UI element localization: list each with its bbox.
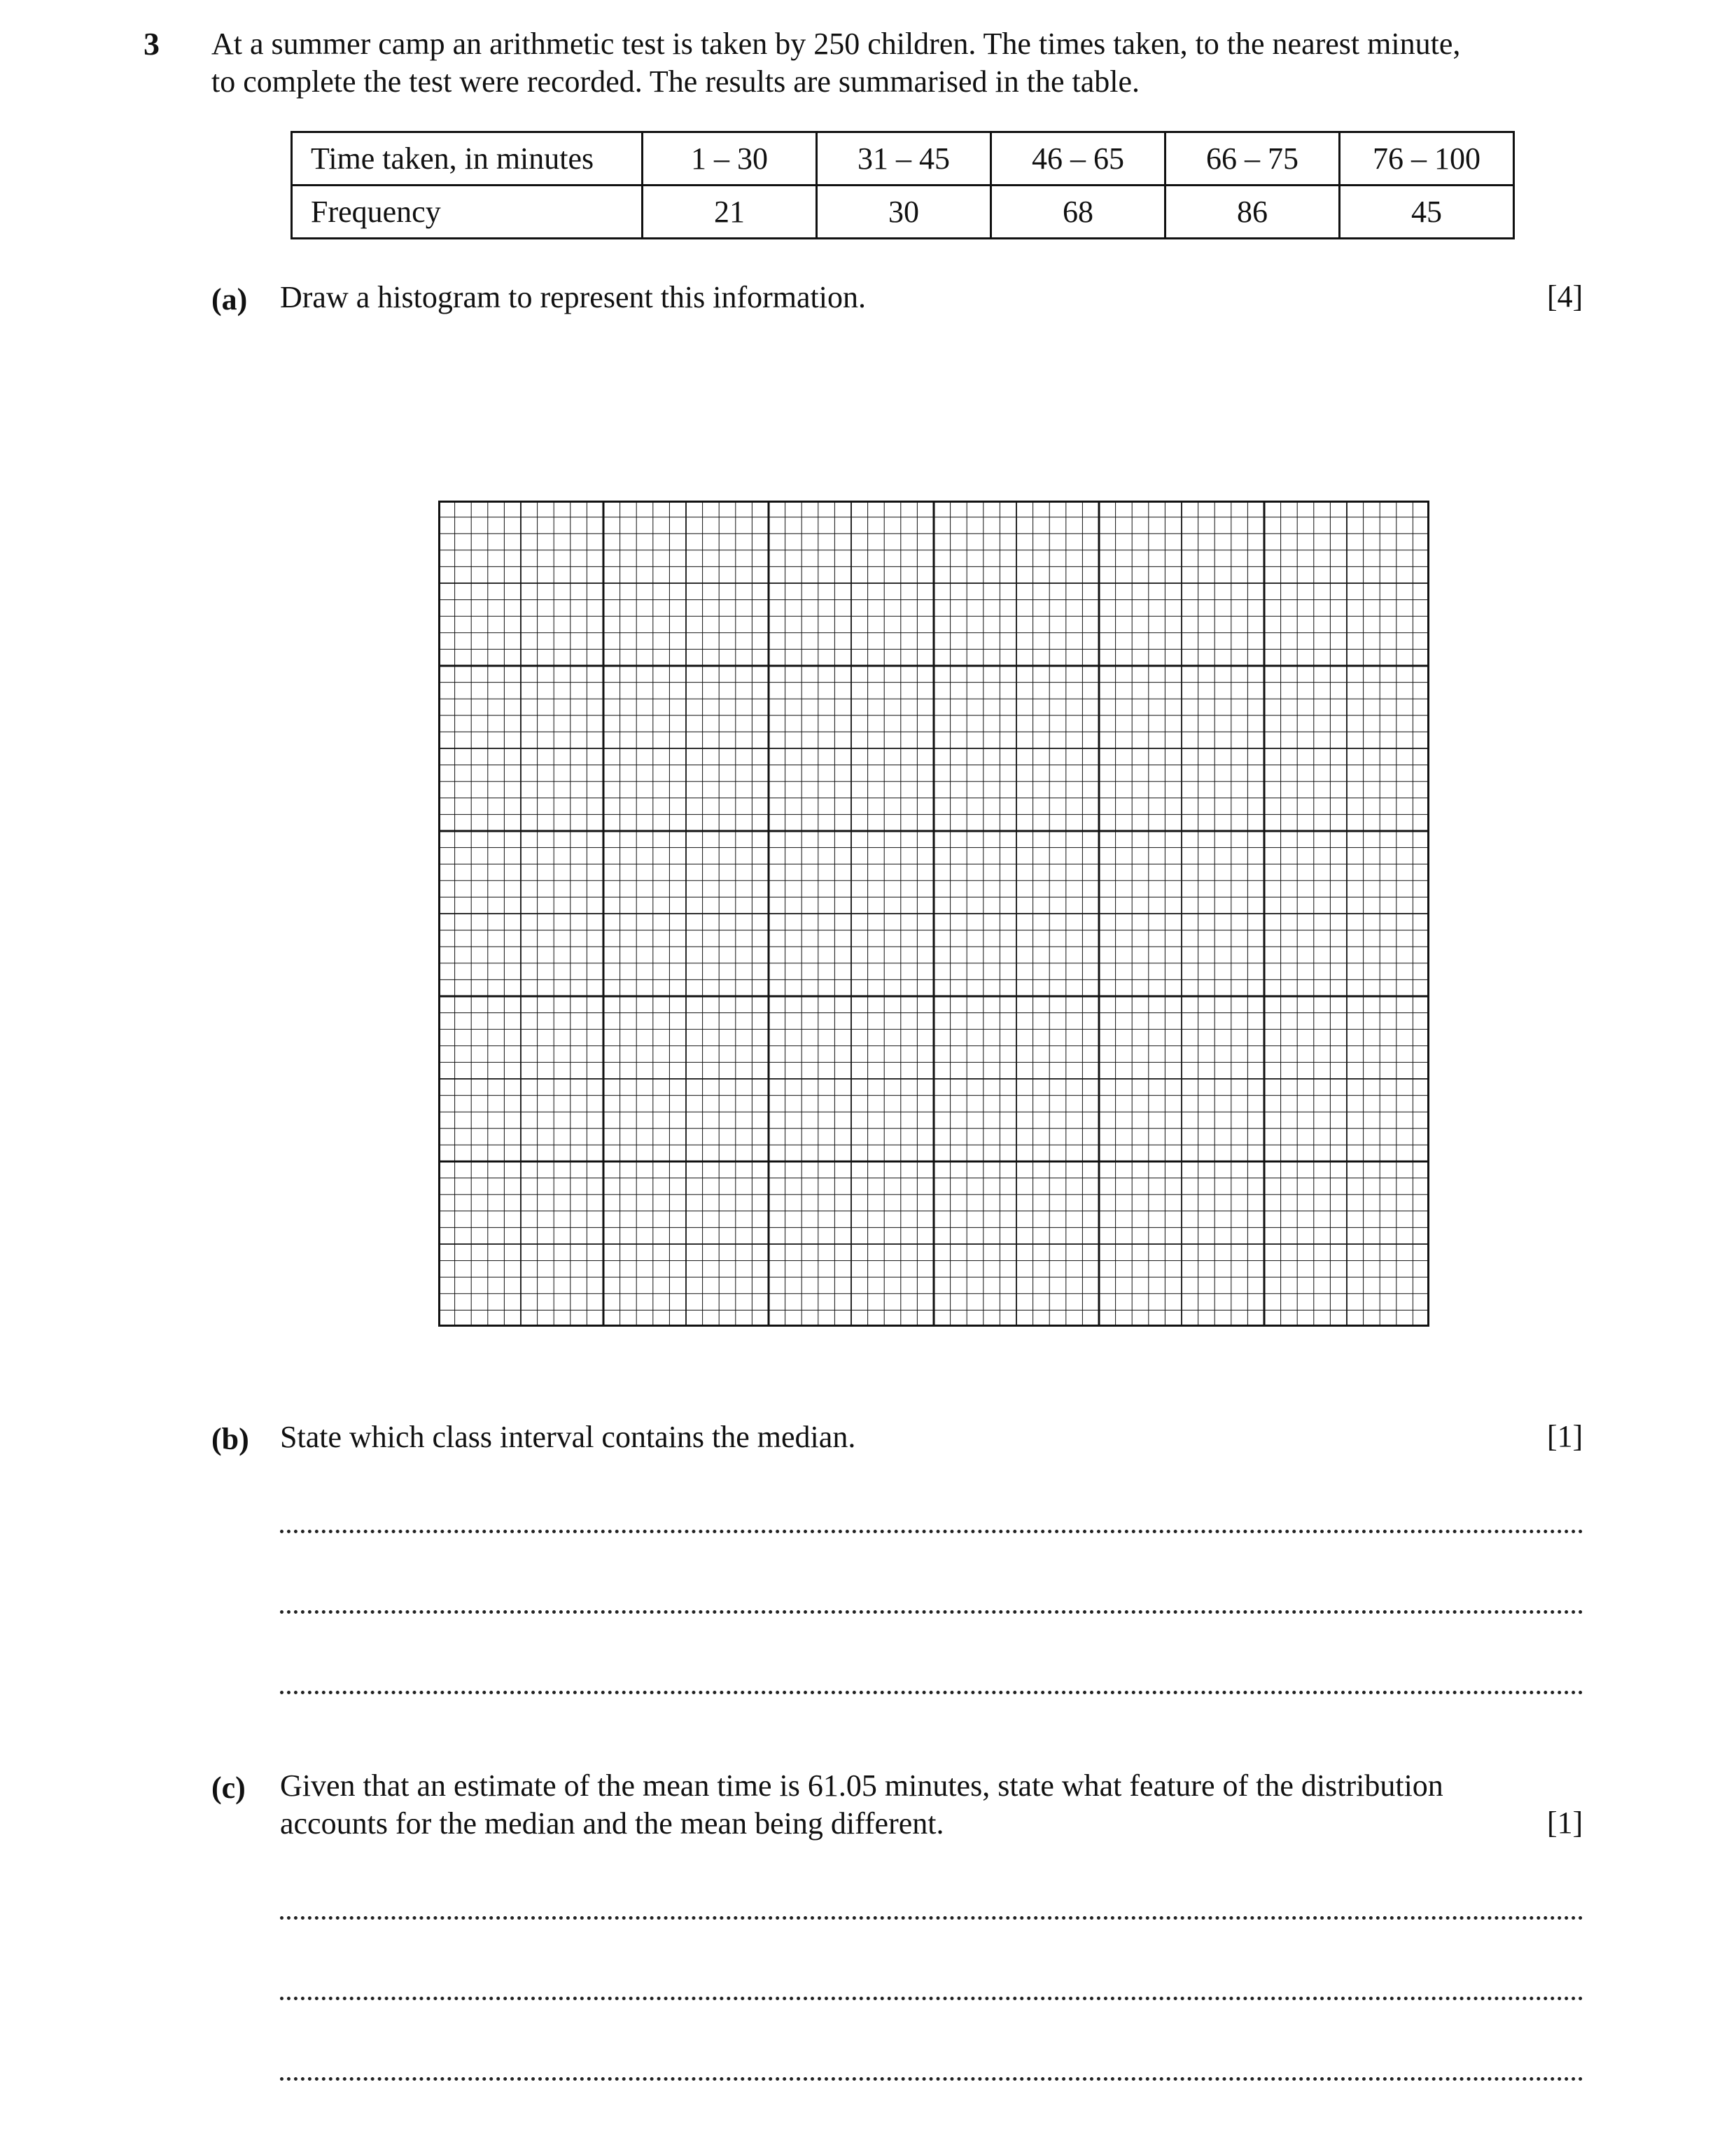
question-number: 3 <box>144 26 160 62</box>
interval-cell: 66 – 75 <box>1166 132 1340 186</box>
part-a-label: (a) <box>211 282 248 316</box>
frequency-table <box>290 131 1515 239</box>
interval-cell: 31 – 45 <box>817 132 991 186</box>
intro-line-1: At a summer camp an arithmetic test is taken by 250 children. The times taken, to the nearest minute, <box>211 27 1461 61</box>
part-c-text-line-1: Given that an estimate of the mean time is 61.05 minutes, state what feature of the distribution <box>280 1768 1443 1803</box>
graph-paper[interactable] <box>438 501 1429 1327</box>
frequency-cell: 30 <box>817 186 991 239</box>
question-intro <box>211 25 1594 101</box>
frequency-cell: 86 <box>1166 186 1340 239</box>
interval-cell: 46 – 65 <box>991 132 1166 186</box>
part-c-label: (c) <box>211 1771 246 1805</box>
answer-line[interactable] <box>280 2077 1583 2081</box>
interval-cell: 76 – 100 <box>1340 132 1514 186</box>
part-a-text: Draw a histogram to represent this information. <box>280 280 867 314</box>
answer-line[interactable] <box>280 1916 1583 1920</box>
row-header-frequency: Frequency <box>292 186 643 239</box>
part-a-marks: [4] <box>1547 279 1583 314</box>
frequency-cell: 45 <box>1340 186 1514 239</box>
answer-line[interactable] <box>280 1997 1583 2000</box>
interval-cell: 1 – 30 <box>643 132 817 186</box>
part-b-label: (b) <box>211 1422 249 1456</box>
intro-line-2: to complete the test were recorded. The results are summarised in the table. <box>211 64 1140 99</box>
answer-line[interactable] <box>280 1691 1583 1694</box>
table-row-time <box>292 132 1514 186</box>
frequency-cell: 68 <box>991 186 1166 239</box>
table-row-frequency <box>292 186 1514 239</box>
part-c-marks: [1] <box>1547 1806 1583 1840</box>
answer-line[interactable] <box>280 1530 1583 1533</box>
answer-line[interactable] <box>280 1610 1583 1614</box>
row-header-time: Time taken, in minutes <box>292 132 643 186</box>
part-b-text: State which class interval contains the median. <box>280 1420 856 1454</box>
part-c-text-line-2: accounts for the median and the mean being different. <box>280 1806 944 1841</box>
frequency-cell: 21 <box>643 186 817 239</box>
part-b-marks: [1] <box>1547 1419 1583 1453</box>
